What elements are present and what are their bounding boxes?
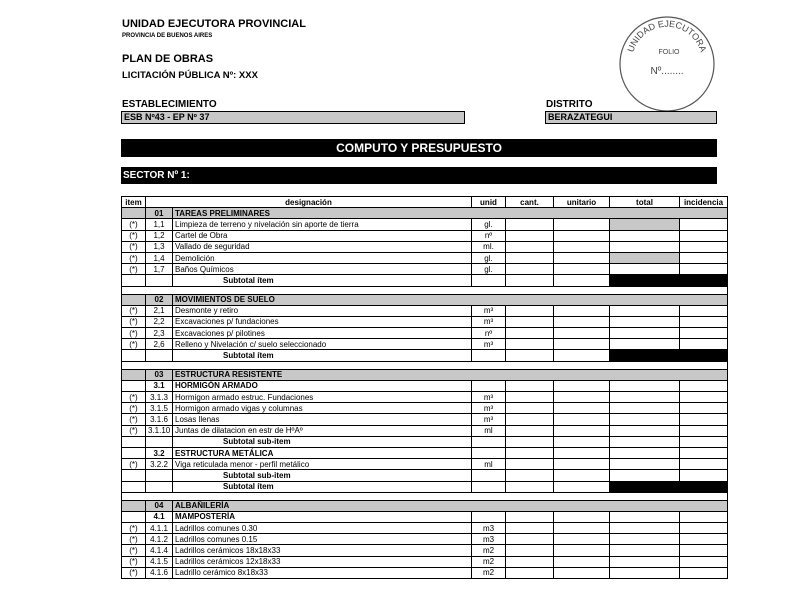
item-row: [122, 252, 728, 263]
establecimiento-label: ESTABLECIMIENTO: [122, 99, 217, 110]
item-incidencia: [680, 219, 728, 230]
item-unitario: [554, 316, 610, 327]
item-code: 4.1.4: [146, 545, 173, 556]
item-unit: m³: [472, 392, 506, 403]
item-description: Demolición: [173, 252, 472, 263]
item-total: [610, 252, 680, 263]
item-unitario: [554, 545, 610, 556]
subtotal-label: Subtotal sub-item: [173, 436, 472, 447]
item-code: 2,3: [146, 328, 173, 339]
item-unitario: [554, 403, 610, 414]
item-total: [610, 556, 680, 567]
item-cant: [506, 459, 554, 470]
item-unit: ml: [472, 425, 506, 436]
item-unit: gl.: [472, 264, 506, 275]
org-title: UNIDAD EJECUTORA PROVINCIAL: [122, 18, 306, 30]
stamp-number: Nº........: [650, 66, 684, 77]
section-row: [122, 369, 728, 380]
section-row: [122, 294, 728, 305]
item-description: Hormigon armado estruc. Fundaciones: [173, 392, 472, 403]
item-row: [122, 534, 728, 545]
item-mark: (*): [122, 339, 146, 350]
item-total: [610, 339, 680, 350]
item-description: Ladrillo cerámico 8x18x33: [173, 567, 472, 578]
item-total: [610, 328, 680, 339]
item-incidencia: [680, 328, 728, 339]
item-row: [122, 241, 728, 252]
item-incidencia: [680, 459, 728, 470]
item-mark: (*): [122, 556, 146, 567]
item-description: Excavaciones p/ pilotines: [173, 328, 472, 339]
item-row: [122, 567, 728, 578]
item-description: Viga reticulada menor - perfil metálico: [173, 459, 472, 470]
item-description: Vallado de seguridad: [173, 241, 472, 252]
subtotal-label: Subtotal ítem: [173, 275, 472, 286]
item-unitario: [554, 392, 610, 403]
item-total: [610, 219, 680, 230]
item-incidencia: [680, 545, 728, 556]
item-row: [122, 459, 728, 470]
item-unit: m2: [472, 545, 506, 556]
item-code: 3.1.5: [146, 403, 173, 414]
item-cant: [506, 328, 554, 339]
item-total: [610, 425, 680, 436]
item-incidencia: [680, 392, 728, 403]
item-code: 1,7: [146, 264, 173, 275]
item-cant: [506, 305, 554, 316]
item-unit: gl.: [472, 219, 506, 230]
sector-label: SECTOR Nº 1:: [121, 167, 717, 184]
item-row: [122, 328, 728, 339]
item-cant: [506, 403, 554, 414]
item-incidencia: [680, 403, 728, 414]
item-row: [122, 403, 728, 414]
spacer-row: [122, 492, 728, 500]
item-row: [122, 305, 728, 316]
item-total: [610, 459, 680, 470]
item-unitario: [554, 534, 610, 545]
item-total: [610, 414, 680, 425]
item-unitario: [554, 241, 610, 252]
item-code: 1,2: [146, 230, 173, 241]
item-row: [122, 339, 728, 350]
item-unitario: [554, 219, 610, 230]
section-row: [122, 500, 728, 511]
item-description: Relleno y Nivelación c/ suelo seleccionado: [173, 339, 472, 350]
item-mark: (*): [122, 219, 146, 230]
item-cant: [506, 556, 554, 567]
item-mark: (*): [122, 316, 146, 327]
subsection-row: [122, 447, 728, 458]
item-row: [122, 545, 728, 556]
item-cant: [506, 534, 554, 545]
item-cant: [506, 523, 554, 534]
col-item: item: [122, 197, 146, 208]
subtotal-total: [610, 350, 680, 361]
subtotal-incidencia: [680, 350, 728, 361]
item-mark: (*): [122, 252, 146, 263]
table-header: [122, 197, 728, 208]
item-description: Ladrillos cerámicos 18x18x33: [173, 545, 472, 556]
item-code: 1,4: [146, 252, 173, 263]
item-description: Limpieza de terreno y nivelación sin aporte de tierra: [173, 219, 472, 230]
item-unitario: [554, 523, 610, 534]
item-mark: (*): [122, 425, 146, 436]
item-row: [122, 264, 728, 275]
item-mark: (*): [122, 459, 146, 470]
item-incidencia: [680, 523, 728, 534]
item-total: [610, 403, 680, 414]
item-mark: (*): [122, 328, 146, 339]
item-incidencia: [680, 264, 728, 275]
item-total: [610, 316, 680, 327]
item-unit: nº: [472, 328, 506, 339]
item-incidencia: [680, 556, 728, 567]
establecimiento-value: ESB Nº43 - EP Nº 37: [121, 111, 465, 124]
subtotal-row: [122, 275, 728, 286]
item-unitario: [554, 328, 610, 339]
province-subtitle: PROVINCIA DE BUENOS AIRES: [122, 33, 213, 39]
subsection-row: [122, 380, 728, 391]
item-unit: m2: [472, 556, 506, 567]
item-total: [610, 534, 680, 545]
item-incidencia: [680, 425, 728, 436]
item-description: Cartel de Obra: [173, 230, 472, 241]
item-cant: [506, 264, 554, 275]
distrito-value: BERAZATEGUI: [545, 111, 717, 124]
item-mark: (*): [122, 414, 146, 425]
subtotal-label: Subtotal ítem: [173, 481, 472, 492]
stamp-folio: FOLIO: [658, 49, 680, 56]
item-description: Hormigon armado vigas y columnas: [173, 403, 472, 414]
item-row: [122, 523, 728, 534]
item-mark: (*): [122, 403, 146, 414]
item-unit: m3: [472, 534, 506, 545]
item-description: Desmonte y retiro: [173, 305, 472, 316]
item-row: [122, 556, 728, 567]
item-unit: m³: [472, 316, 506, 327]
item-incidencia: [680, 316, 728, 327]
subtotal-total: [610, 436, 680, 447]
item-unitario: [554, 556, 610, 567]
item-cant: [506, 392, 554, 403]
item-mark: (*): [122, 264, 146, 275]
item-unit: gl.: [472, 252, 506, 263]
subtotal-label: Subtotal ítem: [173, 350, 472, 361]
item-mark: (*): [122, 523, 146, 534]
item-total: [610, 305, 680, 316]
item-code: 3.1.3: [146, 392, 173, 403]
item-incidencia: [680, 241, 728, 252]
col-cant: cant.: [506, 197, 554, 208]
item-description: Ladrillos comunes 0.30: [173, 523, 472, 534]
subtotal-incidencia: [680, 481, 728, 492]
item-total: [610, 567, 680, 578]
item-mark: (*): [122, 230, 146, 241]
item-unit: ml.: [472, 241, 506, 252]
item-cant: [506, 241, 554, 252]
item-row: [122, 316, 728, 327]
subsection-title: MAMPOSTERÍA: [173, 511, 472, 522]
spacer-row: [122, 286, 728, 294]
section-code: 02: [146, 294, 173, 305]
subtotal-row: [122, 470, 728, 481]
item-total: [610, 392, 680, 403]
item-unit: m3: [472, 523, 506, 534]
col-unid: unid: [472, 197, 506, 208]
item-incidencia: [680, 252, 728, 263]
item-code: 3.1.6: [146, 414, 173, 425]
col-total: total: [610, 197, 680, 208]
item-mark: (*): [122, 392, 146, 403]
computo-title: COMPUTO Y PRESUPUESTO: [121, 139, 717, 157]
subsection-code: 3.2: [146, 447, 173, 458]
item-mark: (*): [122, 567, 146, 578]
item-code: 4.1.5: [146, 556, 173, 567]
item-unitario: [554, 414, 610, 425]
item-code: 1,1: [146, 219, 173, 230]
subtotal-row: [122, 350, 728, 361]
item-unit: m³: [472, 414, 506, 425]
item-description: Ladrillos comunes 0.15: [173, 534, 472, 545]
item-unitario: [554, 305, 610, 316]
section-title: MOVIMIENTOS DE SUELO: [173, 294, 728, 305]
item-row: [122, 392, 728, 403]
subtotal-incidencia: [680, 275, 728, 286]
item-mark: (*): [122, 534, 146, 545]
section-title: ALBAÑILERÍA: [173, 500, 728, 511]
item-cant: [506, 339, 554, 350]
spacer-row: [122, 361, 728, 369]
item-incidencia: [680, 534, 728, 545]
item-cant: [506, 545, 554, 556]
item-code: 2,6: [146, 339, 173, 350]
budget-table: [121, 196, 728, 579]
section-title: ESTRUCTURA RESISTENTE: [173, 369, 728, 380]
item-code: 3.1.10: [146, 425, 173, 436]
item-code: 4.1.2: [146, 534, 173, 545]
col-unitario: unitario: [554, 197, 610, 208]
item-description: Ladrillos cerámicos 12x18x33: [173, 556, 472, 567]
subtotal-total: [610, 470, 680, 481]
item-incidencia: [680, 230, 728, 241]
item-code: 4.1.6: [146, 567, 173, 578]
item-total: [610, 545, 680, 556]
item-row: [122, 425, 728, 436]
subsection-row: [122, 511, 728, 522]
item-unit: m³: [472, 339, 506, 350]
item-total: [610, 264, 680, 275]
col-incidencia: incidencia: [680, 197, 728, 208]
section-code: 01: [146, 208, 173, 219]
col-designacion: designación: [146, 197, 472, 208]
licitacion-label: LICITACIÓN PÚBLICA Nº: XXX: [122, 70, 258, 81]
item-mark: (*): [122, 241, 146, 252]
subsection-title: ESTRUCTURA METÁLICA: [173, 447, 472, 458]
item-code: 1,3: [146, 241, 173, 252]
item-cant: [506, 219, 554, 230]
item-unit: m2: [472, 567, 506, 578]
subsection-code: 3.1: [146, 380, 173, 391]
item-unit: nº: [472, 230, 506, 241]
item-mark: (*): [122, 305, 146, 316]
item-description: Baños Químicos: [173, 264, 472, 275]
item-incidencia: [680, 339, 728, 350]
item-unit: ml: [472, 459, 506, 470]
subtotal-total: [610, 275, 680, 286]
section-row: [122, 208, 728, 219]
distrito-label: DISTRITO: [546, 99, 593, 110]
item-code: 4.1.1: [146, 523, 173, 534]
item-code: 2,1: [146, 305, 173, 316]
plan-title: PLAN DE OBRAS: [122, 53, 214, 65]
item-cant: [506, 316, 554, 327]
item-total: [610, 241, 680, 252]
folio-stamp: [617, 14, 717, 114]
item-incidencia: [680, 414, 728, 425]
item-description: Losas llenas: [173, 414, 472, 425]
item-description: Juntas de dilatacion en estr de HºAº: [173, 425, 472, 436]
item-unitario: [554, 230, 610, 241]
item-cant: [506, 230, 554, 241]
item-total: [610, 523, 680, 534]
section-code: 04: [146, 500, 173, 511]
subtotal-total: [610, 481, 680, 492]
stamp-arc-text: UNIDAD EJECUTORA: [625, 18, 709, 54]
item-row: [122, 230, 728, 241]
item-incidencia: [680, 305, 728, 316]
item-total: [610, 230, 680, 241]
item-unitario: [554, 264, 610, 275]
item-cant: [506, 414, 554, 425]
item-unit: m³: [472, 305, 506, 316]
item-unitario: [554, 252, 610, 263]
item-row: [122, 414, 728, 425]
subtotal-label: Subtotal sub-item: [173, 470, 472, 481]
item-description: Excavaciones p/ fundaciones: [173, 316, 472, 327]
item-unitario: [554, 567, 610, 578]
item-cant: [506, 567, 554, 578]
item-unitario: [554, 459, 610, 470]
subtotal-incidencia: [680, 470, 728, 481]
item-unit: m³: [472, 403, 506, 414]
section-code: 03: [146, 369, 173, 380]
item-row: [122, 219, 728, 230]
subsection-title: HORMIGÓN ARMADO: [173, 380, 472, 391]
item-mark: (*): [122, 545, 146, 556]
item-cant: [506, 252, 554, 263]
subtotal-row: [122, 436, 728, 447]
subtotal-incidencia: [680, 436, 728, 447]
section-title: TAREAS PRELIMINARES: [173, 208, 728, 219]
item-unitario: [554, 339, 610, 350]
item-code: 2,2: [146, 316, 173, 327]
item-cant: [506, 425, 554, 436]
subtotal-row: [122, 481, 728, 492]
subsection-code: 4.1: [146, 511, 173, 522]
item-incidencia: [680, 567, 728, 578]
item-code: 3.2.2: [146, 459, 173, 470]
item-unitario: [554, 425, 610, 436]
